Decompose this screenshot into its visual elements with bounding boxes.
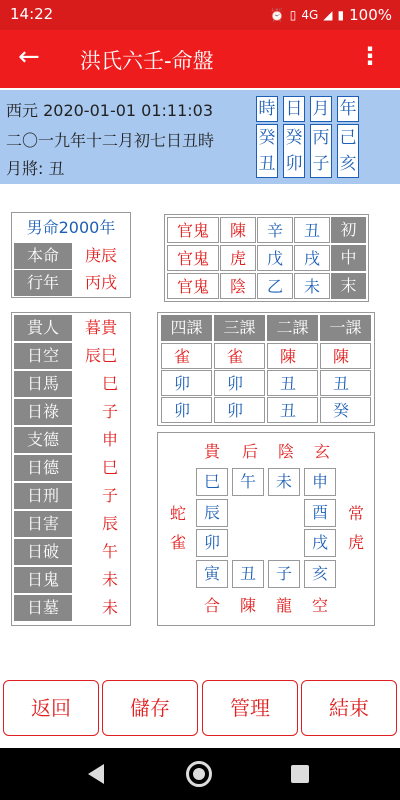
si-ke-cell: 卯 xyxy=(214,397,265,423)
shensha-value: 子 xyxy=(101,402,118,421)
ganzhi-pillar xyxy=(283,124,305,178)
life-value: 丙戌 xyxy=(84,273,117,292)
san-chuan-panel xyxy=(164,214,369,302)
ganzhi-stem: 癸 xyxy=(258,128,276,148)
life-header: 男命2000年 xyxy=(26,218,116,237)
kin-cell: 官鬼 xyxy=(167,217,219,243)
life-label: 行年 xyxy=(14,270,72,296)
shensha-value: 申 xyxy=(101,430,118,449)
plate-god: 陰 xyxy=(277,442,294,461)
page-title: 洪氏六壬-命盤 xyxy=(80,49,214,73)
chuan-label: 初 xyxy=(331,217,366,243)
plate-god: 貴 xyxy=(203,442,220,461)
shensha-value: 未 xyxy=(101,570,118,589)
si-ke-cell: 卯 xyxy=(161,397,212,423)
network-label: 4G xyxy=(301,8,319,22)
shensha-label: 日德 xyxy=(14,455,72,481)
plate-branch: 子 xyxy=(268,560,300,588)
nav-home-icon[interactable] xyxy=(186,761,212,787)
ganzhi-pillar xyxy=(337,124,359,178)
kin-cell: 官鬼 xyxy=(167,273,219,299)
god-cell: 陰 xyxy=(220,273,256,299)
shensha-label: 日墓 xyxy=(14,595,72,621)
si-ke-header: 一課 xyxy=(320,315,371,341)
shensha-label: 日鬼 xyxy=(14,567,72,593)
ganzhi-stem: 丙 xyxy=(312,128,330,148)
shensha-label: 日破 xyxy=(14,539,72,565)
si-ke-header: 四課 xyxy=(161,315,212,341)
stem-cell: 辛 xyxy=(257,217,293,243)
tian-di-plate xyxy=(157,432,375,626)
shensha-label: 貴人 xyxy=(14,315,72,341)
si-ke-cell: 雀 xyxy=(214,343,265,369)
shensha-value: 未 xyxy=(101,598,118,617)
plate-god: 玄 xyxy=(313,442,330,461)
plate-god: 虎 xyxy=(347,533,364,552)
shensha-value: 午 xyxy=(101,542,118,561)
ganzhi-header: 時 xyxy=(256,96,278,122)
shensha-panel xyxy=(11,312,131,626)
ganzhi-pillar xyxy=(256,124,278,178)
app-bar xyxy=(0,30,400,88)
life-panel xyxy=(11,212,131,298)
vibrate-icon: ▯ xyxy=(289,8,297,22)
shensha-label: 日祿 xyxy=(14,399,72,425)
plate-god: 后 xyxy=(241,442,258,461)
si-ke-cell: 丑 xyxy=(267,370,318,396)
si-ke-cell: 丑 xyxy=(320,370,371,396)
life-value: 庚辰 xyxy=(84,246,117,265)
lunar-date: 二〇一九年十二月初七日丑時 xyxy=(6,131,215,150)
nav-back-icon[interactable] xyxy=(88,764,104,784)
ganzhi-stem: 己 xyxy=(339,128,357,148)
chuan-label: 末 xyxy=(331,273,366,299)
plate-branch: 卯 xyxy=(196,529,228,557)
plate-branch: 戌 xyxy=(304,529,336,557)
status-time: 14:22 xyxy=(10,5,54,23)
plate-branch: 午 xyxy=(232,468,264,496)
action-buttons xyxy=(0,680,400,736)
branch-cell: 丑 xyxy=(294,217,330,243)
back-arrow-icon[interactable]: ← xyxy=(18,42,40,72)
overflow-menu-icon[interactable]: ⋮ xyxy=(358,42,382,70)
finish-button[interactable]: 結束 xyxy=(301,680,397,736)
si-ke-header: 三課 xyxy=(214,315,265,341)
battery-icon: ▮ xyxy=(337,8,345,22)
kin-cell: 官鬼 xyxy=(167,245,219,271)
save-button[interactable]: 儲存 xyxy=(102,680,198,736)
shensha-value: 子 xyxy=(101,486,118,505)
gregorian-date: 西元 2020-01-01 01:11:03 xyxy=(6,101,214,120)
si-ke-cell: 丑 xyxy=(267,397,318,423)
stem-cell: 乙 xyxy=(257,273,293,299)
shensha-label: 日空 xyxy=(14,343,72,369)
branch-cell: 戌 xyxy=(294,245,330,271)
plate-god: 陳 xyxy=(239,596,256,615)
stem-cell: 戊 xyxy=(257,245,293,271)
ganzhi-branch: 丑 xyxy=(258,154,276,174)
month-general: 月將: 丑 xyxy=(6,159,65,178)
shensha-label: 日馬 xyxy=(14,371,72,397)
shensha-label: 日刑 xyxy=(14,483,72,509)
si-ke-cell: 卯 xyxy=(214,370,265,396)
shensha-value: 巳 xyxy=(101,458,118,477)
shensha-value: 辰巳 xyxy=(84,346,117,365)
shensha-value: 辰 xyxy=(101,514,118,533)
plate-god: 常 xyxy=(347,504,364,523)
back-button[interactable]: 返回 xyxy=(3,680,99,736)
plate-god: 龍 xyxy=(275,596,292,615)
ganzhi-branch: 亥 xyxy=(339,154,357,174)
god-cell: 虎 xyxy=(220,245,256,271)
plate-branch: 酉 xyxy=(304,499,336,527)
plate-branch: 未 xyxy=(268,468,300,496)
ganzhi-branch: 子 xyxy=(312,154,330,174)
alarm-icon: ⏰ xyxy=(269,8,285,22)
ganzhi-header: 日 xyxy=(283,96,305,122)
plate-god: 雀 xyxy=(169,533,186,552)
ganzhi-pillar xyxy=(310,124,332,178)
shensha-label: 支德 xyxy=(14,427,72,453)
si-ke-cell: 陳 xyxy=(267,343,318,369)
si-ke-header: 二課 xyxy=(267,315,318,341)
si-ke-cell: 雀 xyxy=(161,343,212,369)
plate-god: 空 xyxy=(311,596,328,615)
chuan-label: 中 xyxy=(331,245,366,271)
plate-branch: 申 xyxy=(304,468,336,496)
branch-cell: 未 xyxy=(294,273,330,299)
status-icons xyxy=(270,6,392,24)
shensha-label: 日害 xyxy=(14,511,72,537)
si-ke-cell: 卯 xyxy=(161,370,212,396)
plate-branch: 丑 xyxy=(232,560,264,588)
plate-god: 合 xyxy=(203,596,220,615)
shensha-value: 暮貴 xyxy=(84,318,117,337)
signal-icon: ◢ xyxy=(323,8,333,22)
ganzhi-header: 月 xyxy=(310,96,332,122)
status-bar xyxy=(0,0,400,30)
nav-recents-icon[interactable] xyxy=(291,765,309,783)
plate-branch: 巳 xyxy=(196,468,228,496)
si-ke-cell: 癸 xyxy=(320,397,371,423)
life-label: 本命 xyxy=(14,243,72,269)
ganzhi-header: 年 xyxy=(337,96,359,122)
shensha-value: 巳 xyxy=(101,374,118,393)
plate-branch: 寅 xyxy=(196,560,228,588)
plate-god: 蛇 xyxy=(169,504,186,523)
manage-button[interactable]: 管理 xyxy=(202,680,298,736)
plate-branch: 亥 xyxy=(304,560,336,588)
si-ke-panel xyxy=(157,312,375,426)
ganzhi-branch: 卯 xyxy=(285,154,303,174)
si-ke-cell: 陳 xyxy=(320,343,371,369)
god-cell: 陳 xyxy=(220,217,256,243)
system-nav-bar xyxy=(0,748,400,800)
plate-branch: 辰 xyxy=(196,499,228,527)
battery-level: 100% xyxy=(349,6,392,24)
ganzhi-stem: 癸 xyxy=(285,128,303,148)
